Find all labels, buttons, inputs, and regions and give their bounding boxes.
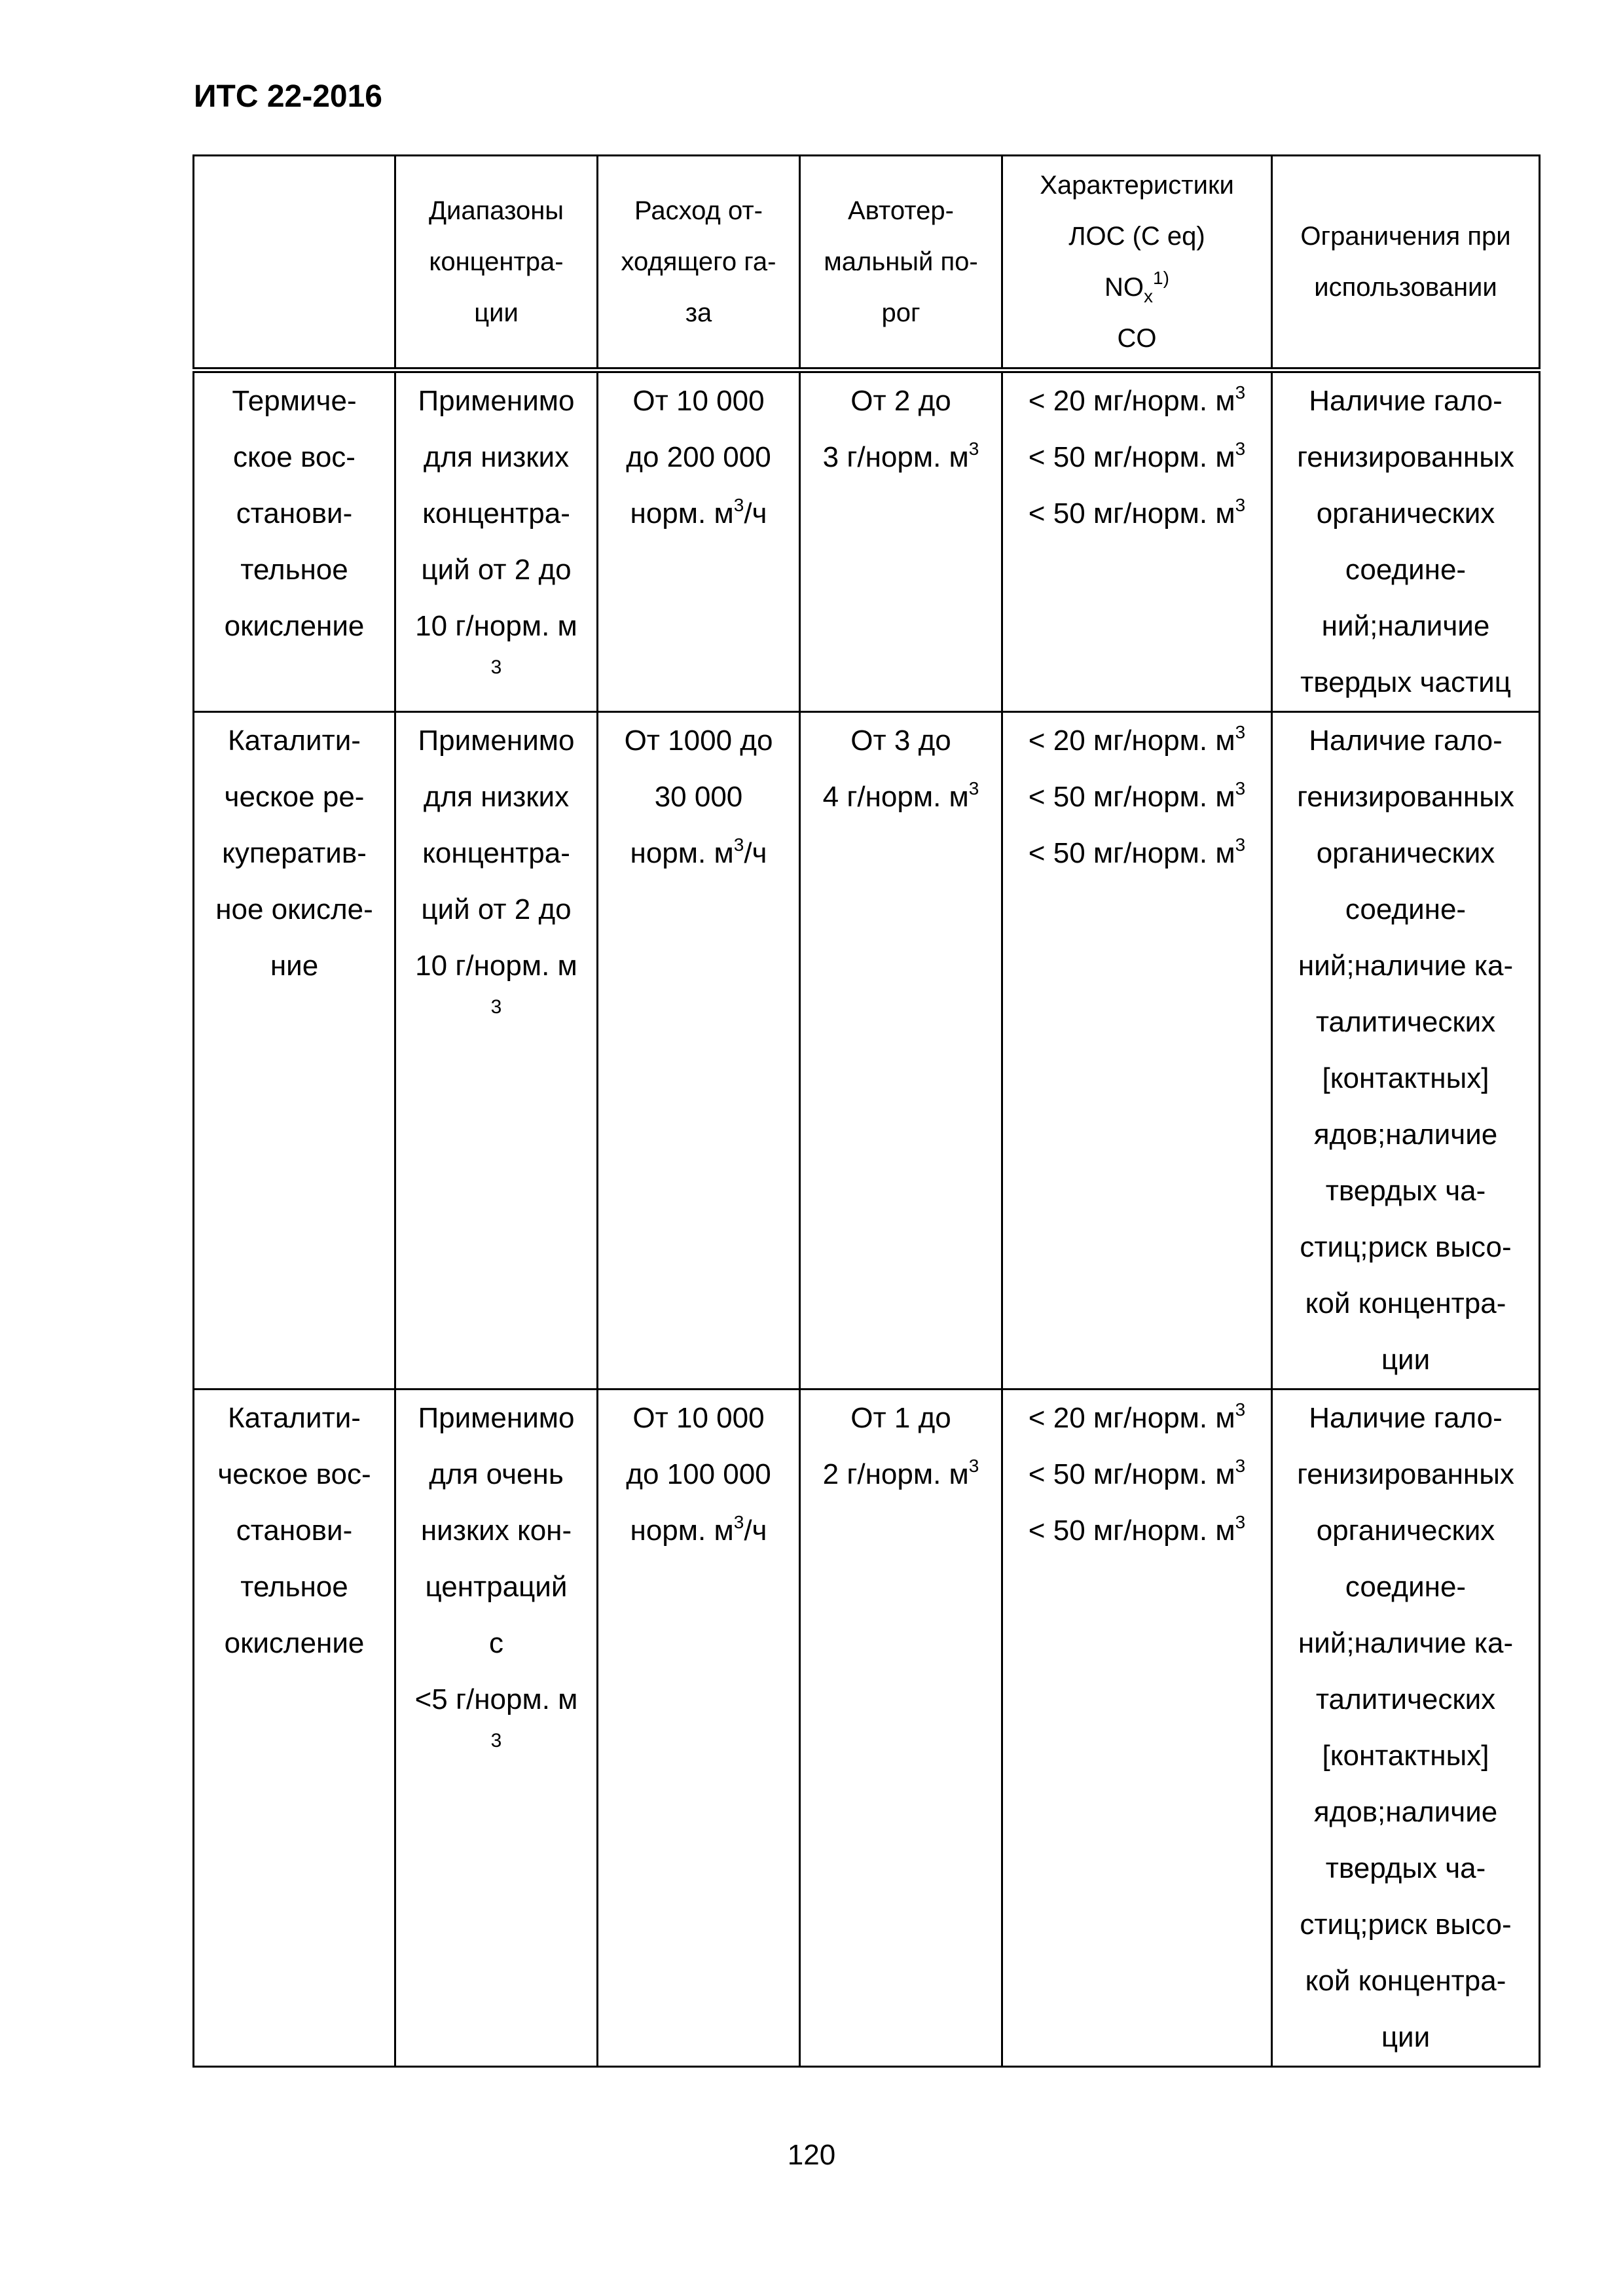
cell-line: Применимо bbox=[418, 1402, 575, 1434]
table-row bbox=[194, 712, 1540, 1390]
voc-exponent: 3 bbox=[1235, 1399, 1246, 1420]
method-name-cell bbox=[194, 712, 395, 1390]
header-autothermal-threshold bbox=[800, 156, 1002, 370]
cell-line: тельное bbox=[240, 1571, 348, 1603]
header-characteristics bbox=[1002, 156, 1272, 370]
concentration-range-cell bbox=[395, 1390, 598, 2067]
gas-flow-cell bbox=[598, 1390, 800, 2067]
voc-exponent: 3 bbox=[1235, 722, 1246, 742]
cell-line: ческое ре- bbox=[224, 781, 365, 813]
voc-limit: < 20 мг/норм. м bbox=[1028, 1402, 1235, 1434]
cube-exponent: 3 bbox=[490, 1730, 502, 1751]
cell-line: [контактных] bbox=[1322, 1740, 1489, 1772]
voc-limit: < 20 мг/норм. м bbox=[1028, 725, 1235, 757]
cell-line: стиц;риск высо- bbox=[1300, 1909, 1512, 1941]
cell-line: Наличие гало- bbox=[1309, 1402, 1503, 1434]
cell-line: органических bbox=[1316, 497, 1495, 529]
flow-unit-text: норм. м bbox=[630, 1515, 734, 1547]
flow-unit-suffix: /ч bbox=[744, 497, 767, 529]
threshold-unit-exponent: 3 bbox=[968, 1456, 979, 1476]
nox-footnote: 1) bbox=[1153, 268, 1169, 288]
header-gas-flow bbox=[598, 156, 800, 370]
flow-unit-exponent: 3 bbox=[733, 495, 744, 515]
header-empty-cell bbox=[194, 156, 395, 370]
cell-line: кой концентра- bbox=[1305, 1965, 1506, 1997]
threshold-cell bbox=[800, 370, 1002, 712]
cell-line: стиц;риск высо- bbox=[1300, 1231, 1512, 1263]
nox-limit: < 50 мг/норм. м bbox=[1028, 781, 1235, 813]
cell-line: твердых частиц bbox=[1300, 666, 1511, 698]
usage-limits-cell bbox=[1272, 712, 1540, 1390]
cell-line: От 1000 до bbox=[624, 725, 773, 757]
header-line: ходящего га- bbox=[621, 247, 776, 276]
concentration-range-cell bbox=[395, 712, 598, 1390]
threshold-cell bbox=[800, 712, 1002, 1390]
cell-line: станови- bbox=[236, 497, 353, 529]
usage-limits-cell bbox=[1272, 370, 1540, 712]
cell-line: ние bbox=[270, 950, 319, 982]
header-line: рог bbox=[881, 298, 921, 327]
threshold-unit-text: 4 г/норм. м bbox=[822, 781, 969, 813]
cell-line: генизированных bbox=[1297, 1458, 1514, 1490]
header-line: ции bbox=[474, 298, 519, 327]
method-name-cell bbox=[194, 370, 395, 712]
cell-line: концентра- bbox=[422, 837, 570, 869]
co-exponent: 3 bbox=[1235, 1512, 1246, 1532]
cell-line-nox bbox=[1010, 1446, 1264, 1503]
cell-line-co bbox=[1010, 825, 1264, 882]
co-limit: < 50 мг/норм. м bbox=[1028, 1515, 1235, 1547]
cell-line-nox bbox=[1010, 429, 1264, 486]
header-line: ЛОС (C eq) bbox=[1068, 222, 1205, 251]
cell-line: до 100 000 bbox=[626, 1458, 771, 1490]
cell-line: ции bbox=[1381, 1344, 1431, 1376]
cell-line-nox bbox=[1010, 769, 1264, 825]
nox-exponent: 3 bbox=[1235, 1456, 1246, 1476]
cell-line: до 200 000 bbox=[626, 441, 771, 473]
cell-line-voc bbox=[1010, 373, 1264, 429]
cell-line: для очень bbox=[429, 1458, 564, 1490]
voc-exponent: 3 bbox=[1235, 382, 1246, 403]
voc-limit: < 20 мг/норм. м bbox=[1028, 385, 1235, 417]
cell-line: Каталити- bbox=[228, 725, 361, 757]
cell-line: От 1 до bbox=[850, 1402, 951, 1434]
cell-line-co bbox=[1010, 486, 1264, 542]
cell-line: ядов;наличие bbox=[1313, 1796, 1498, 1828]
threshold-unit-text: 3 г/норм. м bbox=[822, 441, 969, 473]
emission-control-table bbox=[192, 154, 1541, 2068]
cell-line: 30 000 bbox=[654, 781, 743, 813]
cell-line: талитических bbox=[1315, 1006, 1496, 1038]
nox-exponent: 3 bbox=[1235, 439, 1246, 459]
cell-line: ций от 2 до bbox=[421, 893, 572, 925]
cell-line: кой концентра- bbox=[1305, 1287, 1506, 1319]
cell-line: генизированных bbox=[1297, 441, 1514, 473]
table-row bbox=[194, 370, 1540, 712]
cell-line-threshold-unit bbox=[807, 429, 994, 486]
cell-line: ний;наличие ка- bbox=[1298, 950, 1514, 982]
cell-line: <5 г/норм. м bbox=[414, 1683, 578, 1715]
nox-limit: < 50 мг/норм. м bbox=[1028, 1458, 1235, 1490]
cell-line: соедине- bbox=[1345, 893, 1467, 925]
cell-line: с bbox=[489, 1627, 503, 1659]
cell-line: ядов;наличие bbox=[1313, 1119, 1498, 1151]
cell-line: 10 г/норм. м bbox=[415, 610, 577, 642]
threshold-unit-exponent: 3 bbox=[968, 439, 979, 459]
cell-line: От 2 до bbox=[850, 385, 951, 417]
cell-line-threshold-unit bbox=[807, 769, 994, 825]
flow-unit-suffix: /ч bbox=[744, 1515, 767, 1547]
cell-line: ческое вос- bbox=[217, 1458, 371, 1490]
header-line: за bbox=[685, 298, 712, 327]
method-name-cell bbox=[194, 1390, 395, 2067]
cell-line: генизированных bbox=[1297, 781, 1514, 813]
nox-limit: < 50 мг/норм. м bbox=[1028, 441, 1235, 473]
cell-line: ний;наличие ка- bbox=[1298, 1627, 1514, 1659]
cell-line: органических bbox=[1316, 1515, 1495, 1547]
flow-unit-text: норм. м bbox=[630, 837, 734, 869]
cell-line: твердых ча- bbox=[1325, 1175, 1486, 1207]
co-exponent: 3 bbox=[1235, 834, 1246, 855]
cube-exponent: 3 bbox=[490, 656, 502, 678]
flow-unit-suffix: /ч bbox=[744, 837, 767, 869]
cell-line: [контактных] bbox=[1322, 1062, 1489, 1094]
flow-unit-exponent: 3 bbox=[733, 834, 744, 855]
usage-limits-cell bbox=[1272, 1390, 1540, 2067]
cell-line: Применимо bbox=[418, 725, 575, 757]
cell-line-flow-unit bbox=[605, 486, 792, 542]
cell-line: Каталити- bbox=[228, 1402, 361, 1434]
cell-line: ции bbox=[1381, 2021, 1431, 2053]
cell-line: окисление bbox=[224, 1627, 365, 1659]
cell-line: От 3 до bbox=[850, 725, 951, 757]
gas-flow-cell bbox=[598, 370, 800, 712]
header-line-nox bbox=[1010, 262, 1264, 313]
threshold-unit-text: 2 г/норм. м bbox=[822, 1458, 969, 1490]
nox-text: NO bbox=[1104, 273, 1144, 302]
header-line: концентра- bbox=[429, 247, 564, 276]
flow-unit-text: норм. м bbox=[630, 497, 734, 529]
concentration-range-cell bbox=[395, 370, 598, 712]
cell-line: 10 г/норм. м bbox=[415, 950, 577, 982]
header-line: Автотер- bbox=[848, 196, 954, 225]
header-line: использовании bbox=[1314, 273, 1497, 302]
cell-line: центраций bbox=[425, 1571, 568, 1603]
header-usage-limits bbox=[1272, 156, 1540, 370]
cell-line: соедине- bbox=[1345, 554, 1467, 586]
header-line: мальный по- bbox=[824, 247, 978, 276]
cell-line: для низких bbox=[423, 441, 570, 473]
cell-line: твердых ча- bbox=[1325, 1852, 1486, 1884]
page-number: 120 bbox=[787, 2139, 836, 2171]
gas-flow-cell bbox=[598, 712, 800, 1390]
cell-line-co bbox=[1010, 1503, 1264, 1559]
cell-line: станови- bbox=[236, 1515, 353, 1547]
table-row bbox=[194, 1390, 1540, 2067]
threshold-unit-exponent: 3 bbox=[968, 778, 979, 798]
cell-line: концентра- bbox=[422, 497, 570, 529]
cell-line: ций от 2 до bbox=[421, 554, 572, 586]
cell-line: ское вос- bbox=[233, 441, 356, 473]
cell-line: окисление bbox=[224, 610, 365, 642]
threshold-cell bbox=[800, 1390, 1002, 2067]
cell-line: тельное bbox=[240, 554, 348, 586]
cell-line: для низких bbox=[423, 781, 570, 813]
cell-line-voc bbox=[1010, 713, 1264, 769]
cell-line: ний;наличие bbox=[1321, 610, 1490, 642]
table-header-row bbox=[194, 156, 1540, 370]
flow-unit-exponent: 3 bbox=[733, 1512, 744, 1532]
cell-line: низких кон- bbox=[420, 1515, 572, 1547]
cell-line: Термиче- bbox=[232, 385, 357, 417]
characteristics-cell bbox=[1002, 712, 1272, 1390]
cell-line: От 10 000 bbox=[632, 385, 765, 417]
header-line: Ограничения при bbox=[1300, 222, 1511, 251]
cell-line: Применимо bbox=[418, 385, 575, 417]
document-code: ИТС 22-2016 bbox=[194, 79, 382, 114]
cell-line: соедине- bbox=[1345, 1571, 1467, 1603]
co-limit: < 50 мг/норм. м bbox=[1028, 497, 1235, 529]
cell-line-flow-unit bbox=[605, 1503, 792, 1559]
cube-exponent: 3 bbox=[490, 996, 502, 1018]
cell-line: От 10 000 bbox=[632, 1402, 765, 1434]
header-line: Диапазоны bbox=[428, 196, 564, 225]
cell-line: ное окисле- bbox=[215, 893, 373, 925]
header-line: Характеристики bbox=[1040, 171, 1234, 200]
cell-line: талитических bbox=[1315, 1683, 1496, 1715]
co-exponent: 3 bbox=[1235, 495, 1246, 515]
header-line: CO bbox=[1117, 324, 1157, 353]
co-limit: < 50 мг/норм. м bbox=[1028, 837, 1235, 869]
characteristics-cell bbox=[1002, 370, 1272, 712]
header-line: Расход от- bbox=[634, 196, 763, 225]
cell-line-threshold-unit bbox=[807, 1446, 994, 1503]
cell-line-flow-unit bbox=[605, 825, 792, 882]
nox-exponent: 3 bbox=[1235, 778, 1246, 798]
characteristics-cell bbox=[1002, 1390, 1272, 2067]
cell-line: куператив- bbox=[222, 837, 367, 869]
cell-line-voc bbox=[1010, 1390, 1264, 1446]
header-concentration-range bbox=[395, 156, 598, 370]
nox-subscript: x bbox=[1144, 286, 1154, 306]
cell-line: Наличие гало- bbox=[1309, 725, 1503, 757]
cell-line: органических bbox=[1316, 837, 1495, 869]
cell-line: Наличие гало- bbox=[1309, 385, 1503, 417]
